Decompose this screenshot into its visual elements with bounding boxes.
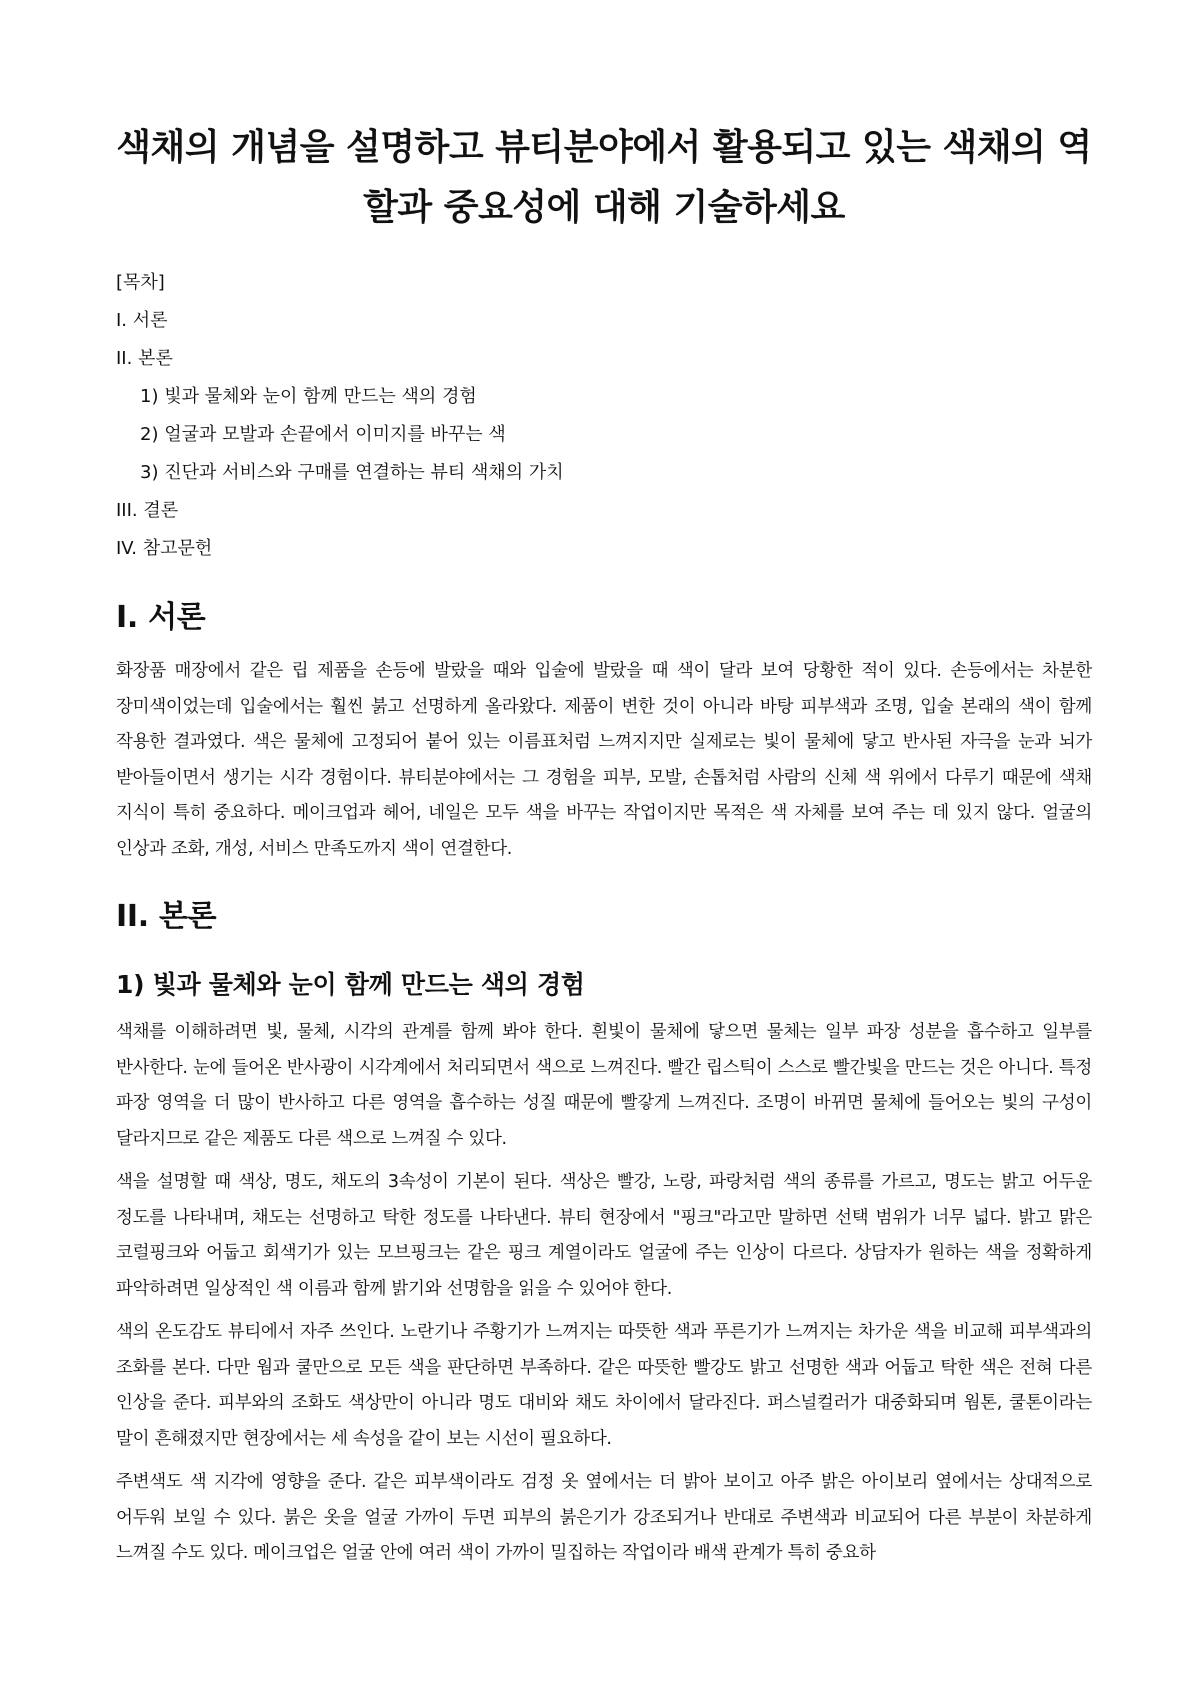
section-heading-body: II. 본론 [116,899,217,934]
body-paragraph: 색의 온도감도 뷰티에서 자주 쓰인다. 노란기나 주황기가 느껴지는 따뜻한 색과 푸른기가 느껴지는 차가운 색을 비교해 피부색과의 조화를 본다. 다만 웜과 쿨만으로 모든 색을 판단하면 부족하다. 같은 따뜻한 빨강도 밝고 선명한 색과 어둡고 탁한 색은 전혀 다른 인상을 준다. 피부와의 조화도 색상만이 아니라 명도 대비와 채도 차이에서 달라진다. 퍼스널컬러가 대중화되며 웜톤, 쿨톤이라는 말이 흔해졌지만 현장에서는 세 속성을 같이 보는 시선이 필요하다. [116,1322,1093,1449]
toc-item-references: IV. 참고문헌 [116,538,213,559]
toc-item-conclusion: III. 결론 [116,500,179,521]
toc-item-intro: I. 서론 [116,310,168,331]
subsection-heading-1: 1) 빛과 물체와 눈이 함께 만드는 색의 경험 [116,970,585,999]
body-paragraph: 주변색도 색 지각에 영향을 준다. 같은 피부색이라도 검정 옷 옆에서는 더 밝아 보이고 아주 밝은 아이보리 옆에서는 상대적으로 어두워 보일 수 있다. 붉은 옷을 얼굴 가까이 두면 피부의 붉은기가 강조되거나 반대로 주변색과 비교되어 다른 부분이 차분하게 느껴질 수도 있다. 메이크업은 얼굴 안에 여러 색이 가까이 밀집하는 작업이라 배색 관계가 특히 중요하 [116,1472,1092,1563]
toc-heading: [목차] [116,272,165,293]
body-paragraph: 색채를 이해하려면 빛, 물체, 시각의 관계를 함께 봐야 한다. 흰빛이 물체에 닿으면 물체는 일부 파장 성분을 흡수하고 일부를 반사한다. 눈에 들어온 반사광이 시각계에서 처리되면서 색으로 느껴진다. 빨간 립스틱이 스스로 빨간빛을 만드는 것은 아니다. 특정 파장 영역을 더 많이 반사하고 다른 영역을 흡수하는 성질 때문에 빨갛게 느껴진다. 조명이 바뀌면 물체에 들어오는 빛의 구성이 달라지므로 같은 제품도 다른 색으로 느껴질 수 있다. [116,1022,1092,1149]
document-title: 색채의 개념을 설명하고 뷰티분야에서 활용되고 있는 색채의 역할과 중요성에 대해 기술하세요 [116,127,1092,228]
toc-item-body: II. 본론 [116,348,173,369]
table-of-contents [116,264,1092,568]
body-paragraph: 색을 설명할 때 색상, 명도, 채도의 3속성이 기본이 된다. 색상은 빨강, 노랑, 파랑처럼 색의 종류를 가르고, 명도는 밝고 어두운 정도를 나타내며, 채도는 선명하고 탁한 정도를 나타낸다. 뷰티 현장에서 "핑크"라고만 말하면 선택 범위가 너무 넓다. 밝고 맑은 코럴핑크와 어둡고 회색기가 있는 모브핑크는 같은 핑크 계열이라도 얼굴에 주는 인상이 다르다. 상담자가 원하는 색을 정확하게 파악하려면 일상적인 색 이름과 함께 밝기와 선명함을 읽을 수 있어야 한다. [116,1172,1092,1299]
toc-subitem-2: 2) 얼굴과 모발과 손끝에서 이미지를 바꾸는 색 [140,424,506,445]
toc-subitem-3: 3) 진단과 서비스와 구매를 연결하는 뷰티 색채의 가치 [140,462,564,483]
toc-subitem-1: 1) 빛과 물체와 눈이 함께 만드는 색의 경험 [140,386,477,407]
intro-paragraph: 화장품 매장에서 같은 립 제품을 손등에 발랐을 때와 입술에 발랐을 때 색이 달라 보여 당황한 적이 있다. 손등에서는 차분한 장미색이었는데 입술에서는 훨씬 붉고 선명하게 올라왔다. 제품이 변한 것이 아니라 바탕 피부색과 조명, 입술 본래의 색이 함께 작용한 결과였다. 색은 물체에 고정되어 붙어 있는 이름표처럼 느껴지지만 실제로는 빛이 물체에 닿고 반사된 자극을 눈과 뇌가 받아들이면서 생기는 시각 경험이다. 뷰티분야에서는 그 경험을 피부, 모발, 손톱처럼 사람의 신체 색 위에서 다루기 때문에 색채 지식이 특히 중요하다. 메이크업과 헤어, 네일은 모두 색을 바꾸는 작업이지만 목적은 색 자체를 보여 주는 데 있지 않다. 얼굴의 인상과 조화, 개성, 서비스 만족도까지 색이 연결한다. [116,661,1092,859]
section-heading-intro: I. 서론 [116,600,206,635]
